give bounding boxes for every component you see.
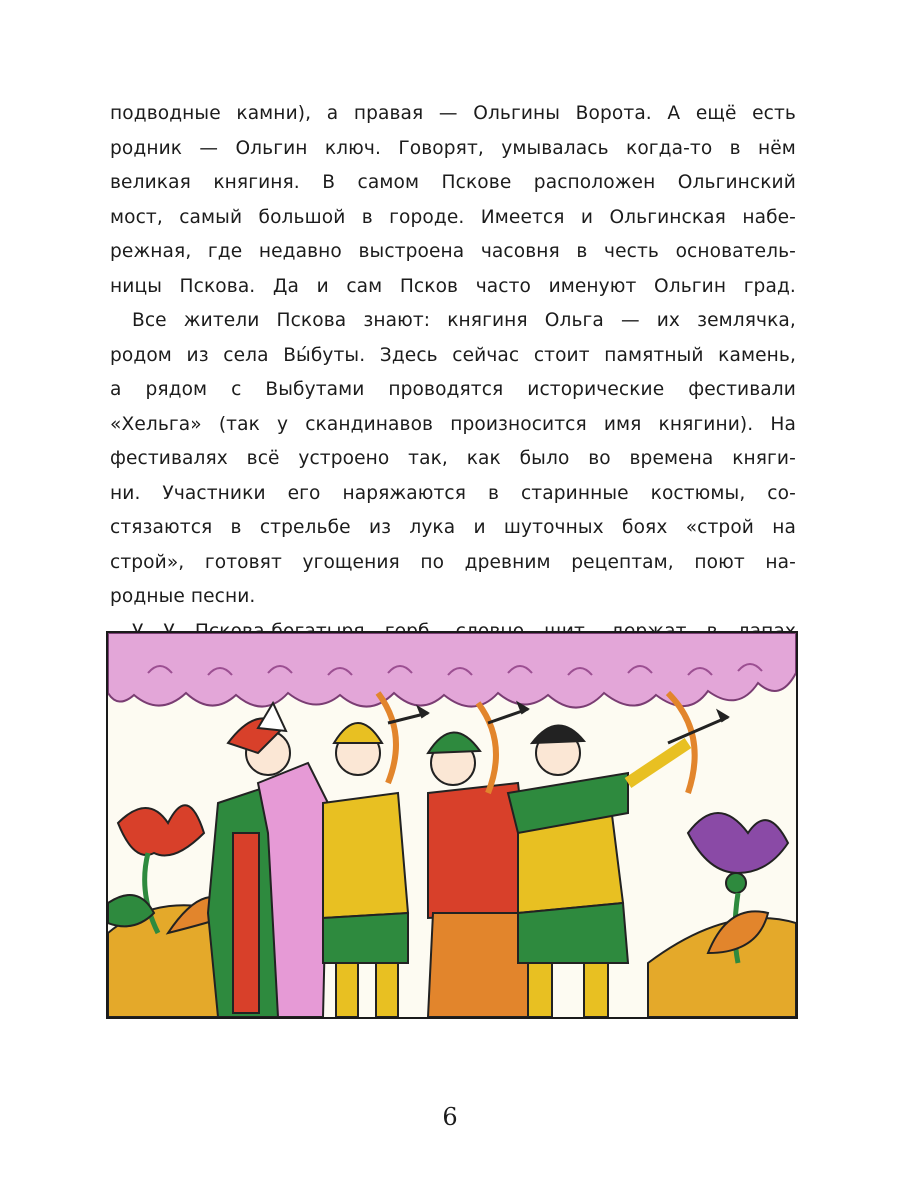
word: умывалась [501, 137, 609, 159]
word: расположен [533, 172, 656, 193]
word: в [230, 517, 242, 538]
word: камень, [718, 344, 796, 366]
word: Ольгин [235, 137, 308, 159]
word: фестивали [688, 379, 796, 400]
word: землячка, [697, 310, 796, 331]
word: готовят [204, 551, 282, 573]
word: (так [218, 413, 260, 435]
word: сам [346, 275, 383, 297]
word: — [438, 103, 458, 124]
word: времена [629, 448, 714, 469]
word: Говорят, [398, 137, 484, 159]
word: подводные [110, 103, 221, 124]
word: древним [464, 551, 551, 573]
word: основатель- [675, 241, 796, 262]
word: было [519, 448, 570, 469]
word: камни), [236, 103, 312, 124]
text-line [110, 580, 796, 615]
word: памятный [604, 344, 704, 366]
word: произносится [450, 413, 587, 435]
word: — [620, 310, 640, 331]
word: Вы́буты. [283, 344, 366, 366]
word: ключ. [324, 137, 382, 159]
word: а [110, 379, 122, 400]
word: Пскова [276, 310, 347, 331]
word: ещё [695, 103, 737, 124]
word: град. [743, 275, 796, 297]
word: стязаются [110, 517, 213, 538]
word: песни. [190, 586, 256, 607]
word: режная, [110, 241, 192, 262]
word: стоит [533, 344, 590, 366]
word: именуют [548, 275, 637, 297]
word: «строй [685, 517, 754, 538]
word: исторические [527, 379, 665, 400]
text-line [110, 477, 796, 512]
text-line [110, 546, 796, 581]
text-line [110, 235, 796, 270]
page-number: 6 [442, 1103, 458, 1131]
word: самый [179, 206, 243, 228]
word: с [231, 379, 242, 400]
word: нём [758, 137, 796, 159]
word: их [656, 310, 681, 331]
word: княги- [732, 448, 796, 469]
word: всё [246, 448, 280, 469]
word: и [580, 206, 594, 228]
word: Ворота. [575, 103, 652, 124]
word: на [772, 517, 796, 538]
word: честь [604, 241, 659, 262]
word: строй», [110, 551, 185, 573]
word: как [466, 448, 501, 469]
word: наряжаются [342, 482, 467, 504]
word: самом [357, 172, 420, 193]
word: родник [110, 137, 183, 159]
word: и [473, 517, 486, 538]
text-line [110, 166, 796, 201]
word: рецептам, [571, 551, 674, 573]
word: Псков [399, 275, 459, 297]
word: часто [475, 275, 531, 297]
text-line [110, 339, 796, 374]
word: а [326, 103, 339, 124]
word: На [770, 413, 796, 435]
word: имя [603, 413, 642, 435]
word: устроено [298, 448, 390, 469]
text-line [110, 132, 796, 167]
text-line [110, 97, 796, 132]
word: княгиня [447, 310, 528, 331]
archers-illustration [106, 631, 798, 1019]
word: на- [765, 551, 796, 573]
word: есть [752, 103, 796, 124]
word: знают: [363, 310, 431, 331]
word: со- [767, 482, 796, 504]
word: правая [353, 103, 424, 124]
word: где [207, 241, 243, 262]
word: в [576, 241, 588, 262]
word: мост, [110, 206, 163, 228]
word: родом [110, 344, 172, 366]
word: Ольгины [473, 103, 561, 124]
word: фестивалях [110, 448, 228, 469]
word: так, [408, 448, 448, 469]
word: недавно [258, 241, 342, 262]
word: шуточных [503, 517, 604, 538]
word: поют [694, 551, 745, 573]
word: когда-то [625, 137, 713, 159]
word: княгини). [658, 413, 754, 435]
word: ницы [110, 275, 162, 297]
word: родные [110, 586, 185, 607]
word: Имеется [480, 206, 565, 228]
word: у [277, 413, 289, 435]
word: княгиня. [213, 172, 300, 193]
word: в [361, 206, 373, 228]
text-line [110, 304, 796, 339]
word: великая [110, 172, 191, 193]
word: Ольгинский [677, 172, 796, 193]
word: Участники [162, 482, 266, 504]
text-line [110, 408, 796, 443]
word: боях [622, 517, 668, 538]
word: — [199, 137, 219, 159]
word: во [588, 448, 611, 469]
word: Ольгин [654, 275, 727, 297]
word: угощения [302, 551, 400, 573]
word: Здесь [379, 344, 438, 366]
word: Все [132, 310, 167, 331]
word: рядом [145, 379, 208, 400]
word: стрельбе [259, 517, 351, 538]
word: скандинавов [305, 413, 434, 435]
word: ни. [110, 482, 141, 504]
word: Пскова. [179, 275, 256, 297]
word: сейчас [452, 344, 520, 366]
word: часовня [480, 241, 560, 262]
word: из [186, 344, 209, 366]
word: В [322, 172, 336, 193]
word: по [420, 551, 445, 573]
text-line [110, 201, 796, 236]
text-line [110, 373, 796, 408]
word: Ольгинская [609, 206, 726, 228]
word: костюмы, [650, 482, 746, 504]
word: его [287, 482, 321, 504]
word: лука [409, 517, 456, 538]
text-line [110, 442, 796, 477]
word: и [316, 275, 329, 297]
word: из [368, 517, 392, 538]
word: Ольга [544, 310, 604, 331]
word: в [729, 137, 741, 159]
word: «Хельга» [110, 413, 202, 435]
word: жители [183, 310, 260, 331]
word: городе. [389, 206, 465, 228]
word: выстроена [358, 241, 465, 262]
word: старинные [520, 482, 629, 504]
word: набе- [742, 206, 796, 228]
word: А [667, 103, 681, 124]
word: проводятся [388, 379, 504, 400]
word: большой [258, 206, 346, 228]
word: Да [272, 275, 300, 297]
body-text [110, 97, 796, 684]
word: села [223, 344, 269, 366]
text-line [110, 270, 796, 305]
word: Выбутами [265, 379, 365, 400]
word: в [487, 482, 500, 504]
word: Пскове [441, 172, 512, 193]
text-line [110, 511, 796, 546]
